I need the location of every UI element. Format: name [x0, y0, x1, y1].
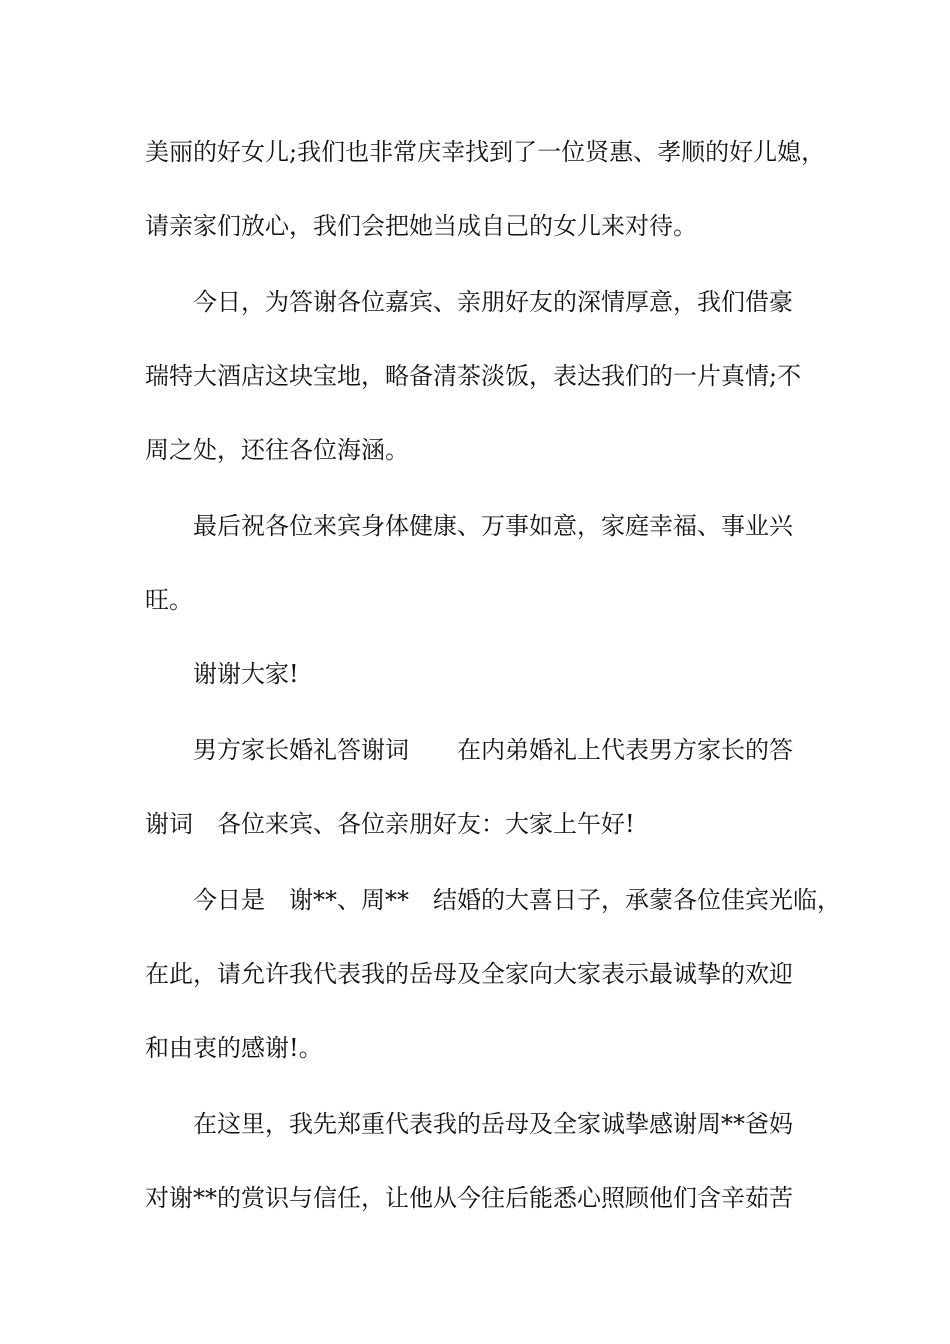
- paragraph-line: 瑞特大酒店这块宝地，略备清茶淡饭，表达我们的一片真情;不: [145, 362, 802, 390]
- paragraph-line: 在这里，我先郑重代表我的岳母及全家诚挚感谢周**爸妈: [193, 1110, 793, 1138]
- paragraph-line: 和由衷的感谢!。: [145, 1034, 323, 1062]
- paragraph-line: 男方家长婚礼答谢词 在内弟婚礼上代表男方家长的答: [193, 736, 793, 764]
- paragraph-line: 今日是 谢**、周** 结婚的大喜日子，承蒙各位佳宾光临，: [193, 886, 841, 914]
- paragraph-line: 在此，请允许我代表我的岳母及全家向大家表示最诚挚的欢迎: [145, 960, 793, 988]
- paragraph-line: 谢谢大家!: [193, 660, 299, 688]
- paragraph-line: 旺。: [145, 586, 193, 614]
- paragraph-line: 周之处，还往各位海涵。: [145, 436, 409, 464]
- paragraph-line: 对谢**的赏识与信任，让他从今往后能悉心照顾他们含辛茹苦: [145, 1184, 793, 1212]
- paragraph-line: 谢词 各位来宾、各位亲朋好友：大家上午好!: [145, 810, 635, 838]
- paragraph-line: 美丽的好女儿;我们也非常庆幸找到了一位贤惠、孝顺的好儿媳，: [145, 138, 826, 166]
- paragraph-line: 今日，为答谢各位嘉宾、亲朋好友的深情厚意，我们借豪: [193, 288, 793, 316]
- paragraph-line: 最后祝各位来宾身体健康、万事如意，家庭幸福、事业兴: [193, 512, 793, 540]
- paragraph-line: 请亲家们放心，我们会把她当成自己的女儿来对待。: [145, 212, 697, 240]
